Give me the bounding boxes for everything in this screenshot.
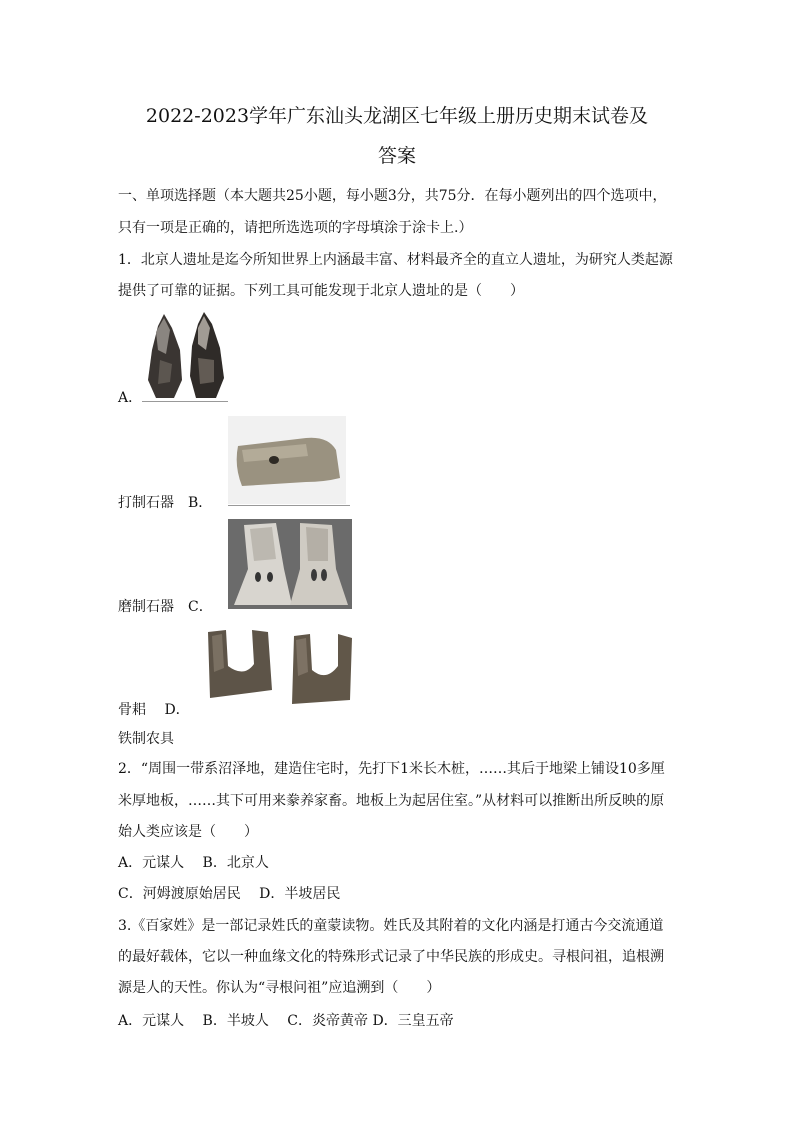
question-3-stem-line-2: 的最好载体，它以一种血缘文化的特殊形式记录了中华民族的形成史。寻根问祖，追根溯 <box>118 949 664 965</box>
option-c-row: 磨制石器 C． <box>118 599 213 615</box>
question-1-stem-line-2: 提供了可靠的证据。下列工具可能发现于北京人遗址的是（ ） <box>118 283 524 299</box>
question-2-options-ab: A．元谋人 B．北京人 <box>118 855 269 871</box>
section-instruction-line-1: 一、单项选择题（本大题共25小题，每小题3分，共75分．在每小题列出的四个选项中， <box>118 188 667 204</box>
question-2-stem-line-1: 2．“周围一带系沼泽地，建造住宅时，先打下1米长木桩，……其后于地梁上铺设10多厘 <box>118 761 665 777</box>
question-1-last-label: 铁制农具 <box>118 731 174 747</box>
option-d-image-iron-tools <box>200 626 372 710</box>
question-3-options: A．元谋人 B．半坡人 C．炎帝黄帝 D．三皇五帝 <box>118 1013 454 1029</box>
option-b-image-polished-stone-tool <box>228 416 346 504</box>
section-instruction-line-2: 只有一项是正确的，请把所选选项的字母填涂于涂卡上.） <box>118 220 473 236</box>
document-title-line-1: 2022-2023学年广东汕头龙湖区七年级上册历史期末试卷及 <box>145 105 649 127</box>
question-2-options-cd: C．河姆渡原始居民 D．半坡居民 <box>118 886 341 902</box>
option-a-letter: A． <box>118 390 143 406</box>
question-3-stem-line-1: 3.《百家姓》是一部记录姓氏的童蒙读物。姓氏及其附着的文化内涵是打通古今交流通道 <box>118 918 664 934</box>
option-d-row: 骨耜 D． <box>118 702 190 718</box>
option-c-image-bone-tools <box>228 519 352 609</box>
option-a-image-chipped-stone-tools <box>142 310 232 402</box>
document-title-line-2: 答案 <box>377 145 416 167</box>
question-2-stem-line-3: 始人类应该是（ ） <box>118 824 258 840</box>
question-3-stem-line-3: 源是人的天性。你认为“寻根问祖”应追溯到（ ） <box>118 980 441 996</box>
question-2-stem-line-2: 米厚地板，……其下可用来豢养家畜。地板上为起居住室。”从材料可以推断出所反映的原 <box>118 793 665 809</box>
option-b-image-underline <box>228 505 350 506</box>
question-1-stem-line-1: 1．北京人遗址是迄今所知世界上内涵最丰富、材料最齐全的直立人遗址，为研究人类起源 <box>118 252 673 268</box>
option-a-image-underline <box>142 401 228 402</box>
option-b-row: 打制石器 B． <box>118 495 213 511</box>
